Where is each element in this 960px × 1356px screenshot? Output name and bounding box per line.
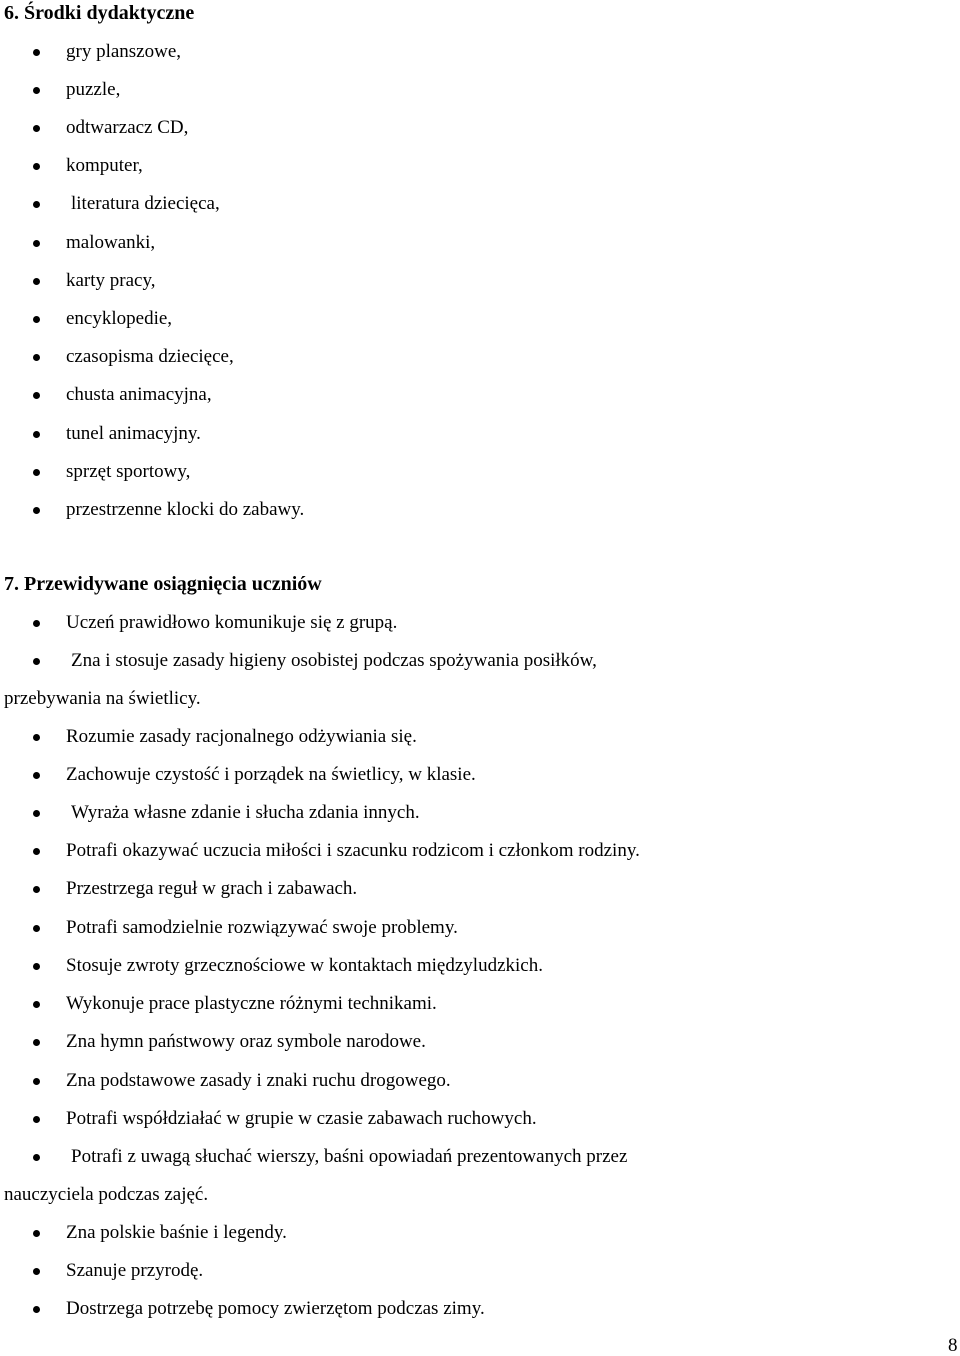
- list-item-text: Zachowuje czystość i porządek na świetlicy, w klasie.: [66, 764, 476, 785]
- bullet-icon: [33, 125, 40, 132]
- bullet-icon: [33, 1306, 40, 1313]
- list-item-text: Zna podstawowe zasady i znaki ruchu drogowego.: [66, 1070, 451, 1091]
- list-item-text: sprzęt sportowy,: [66, 461, 191, 482]
- bullet-icon: [33, 201, 40, 208]
- list-item-text: Potrafi okazywać uczucia miłości i szacunku rodzicom i członkom rodziny.: [66, 840, 640, 861]
- bullet-icon: [33, 278, 40, 285]
- list-item-text: Wykonuje prace plastyczne różnymi technikami.: [66, 993, 437, 1014]
- bullet-icon: [33, 734, 40, 741]
- bullet-icon: [33, 392, 40, 399]
- bullet-icon: [33, 1039, 40, 1046]
- list-item-text: Dostrzega potrzebę pomocy zwierzętom podczas zimy.: [66, 1298, 485, 1319]
- bullet-icon: [33, 431, 40, 438]
- bullet-icon: [33, 1154, 40, 1161]
- bullet-icon: [33, 1230, 40, 1237]
- bullet-icon: [33, 1116, 40, 1123]
- bullet-icon: [33, 772, 40, 779]
- page-number: 8: [948, 1335, 958, 1356]
- bullet-icon: [33, 507, 40, 514]
- list-item-text: malowanki,: [66, 232, 156, 253]
- list-item-text: Przestrzega reguł w grach i zabawach.: [66, 878, 358, 899]
- list-item-continuation: nauczyciela podczas zajęć.: [4, 1184, 209, 1205]
- bullet-icon: [33, 1268, 40, 1275]
- list-item-text: komputer,: [66, 155, 143, 176]
- list-item-text: Stosuje zwroty grzecznościowe w kontaktach międzyludzkich.: [66, 955, 543, 976]
- bullet-icon: [33, 886, 40, 893]
- bullet-icon: [33, 469, 40, 476]
- list-item-text: czasopisma dziecięce,: [66, 346, 234, 367]
- list-item-text: literatura dziecięca,: [71, 193, 220, 214]
- list-item-text: Zna i stosuje zasady higieny osobistej podczas spożywania posiłków,: [71, 650, 597, 671]
- bullet-icon: [33, 163, 40, 170]
- bullet-icon: [33, 316, 40, 323]
- bullet-icon: [33, 1078, 40, 1085]
- bullet-icon: [33, 354, 40, 361]
- list-item-text: Zna hymn państwowy oraz symbole narodowe.: [66, 1031, 426, 1052]
- list-item-text: Uczeń prawidłowo komunikuje się z grupą.: [66, 612, 398, 633]
- bullet-icon: [33, 658, 40, 665]
- list-item-text: chusta animacyjna,: [66, 384, 212, 405]
- bullet-icon: [33, 240, 40, 247]
- list-item-text: Rozumie zasady racjonalnego odżywiania się.: [66, 726, 417, 747]
- list-item-text: puzzle,: [66, 79, 121, 100]
- list-item-text: tunel animacyjny.: [66, 423, 201, 444]
- list-item-text: gry planszowe,: [66, 41, 182, 62]
- list-item-text: odtwarzacz CD,: [66, 117, 189, 138]
- bullet-icon: [33, 620, 40, 627]
- bullet-icon: [33, 1001, 40, 1008]
- list-item-text: karty pracy,: [66, 270, 156, 291]
- bullet-icon: [33, 810, 40, 817]
- bullet-icon: [33, 848, 40, 855]
- bullet-icon: [33, 963, 40, 970]
- list-item-text: Wyraża własne zdanie i słucha zdania innych.: [71, 802, 420, 823]
- list-item-continuation: przebywania na świetlicy.: [4, 688, 201, 709]
- bullet-icon: [33, 87, 40, 94]
- list-item-text: Potrafi samodzielnie rozwiązywać swoje problemy.: [66, 917, 458, 938]
- list-item-text: Zna polskie baśnie i legendy.: [66, 1222, 287, 1243]
- list-item-text: Szanuje przyrodę.: [66, 1260, 204, 1281]
- section-heading-expected-outcomes: 7. Przewidywane osiągnięcia uczniów: [4, 573, 322, 595]
- list-item-text: Potrafi współdziałać w grupie w czasie zabawach ruchowych.: [66, 1108, 537, 1129]
- section-heading-teaching-aids: 6. Środki dydaktyczne: [4, 2, 195, 24]
- bullet-icon: [33, 925, 40, 932]
- bullet-icon: [33, 49, 40, 56]
- list-item-text: przestrzenne klocki do zabawy.: [66, 499, 305, 520]
- list-item-text: Potrafi z uwagą słuchać wierszy, baśni opowiadań prezentowanych przez: [71, 1146, 628, 1167]
- list-item-text: encyklopedie,: [66, 308, 173, 329]
